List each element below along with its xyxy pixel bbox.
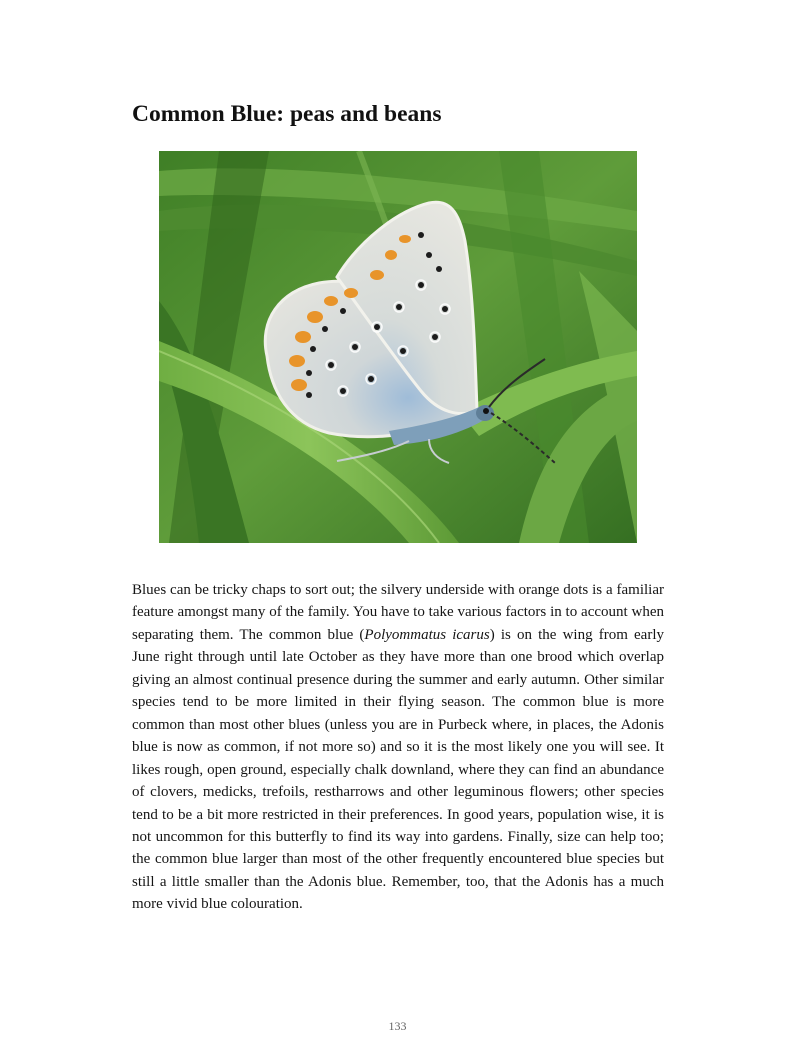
body-paragraph bbox=[132, 579, 664, 916]
page-number: 133 bbox=[388, 1019, 407, 1033]
latin-species-name: Polyommatus icarus bbox=[364, 626, 490, 643]
page-title: Common Blue: peas and beans bbox=[132, 101, 442, 127]
paragraph-text-after-name: ) is on the wing from early June right through until late October as they have more than one brood which overlap giving an almost continual presence during the summer and early autumn. Other similar species tend to be more limited in their flying season. The common blue is more common than most other blues (unless you are in Purbeck where, in places, the Adonis blue is now as common, if not more so) and so it is the most likely one you will see. It likes rough, open ground, especially chalk downland, where they can find an abundance of clovers, medicks, trefoils, restharrows and other leguminous flowers; other species tend to be a bit more restricted in their preferences. In good years, population wise, it is not uncommon for this butterfly to find its way into gardens. Finally, size can help too; the common blue larger than most of the other frequently encountered blue species but still a little smaller than the Adonis blue. Remember, too, that the Adonis has a much more vivid blue colouration. bbox=[132, 626, 664, 913]
common-blue-butterfly-illustration bbox=[159, 151, 637, 543]
butterfly-photo bbox=[159, 151, 637, 543]
paragraph-text-before-name: Blues can be tricky chaps to sort out; the silvery underside with orange dots is a familiar feature amongst many of the family. You have to take various factors in to account when separating them. The common blue ( bbox=[132, 582, 664, 643]
